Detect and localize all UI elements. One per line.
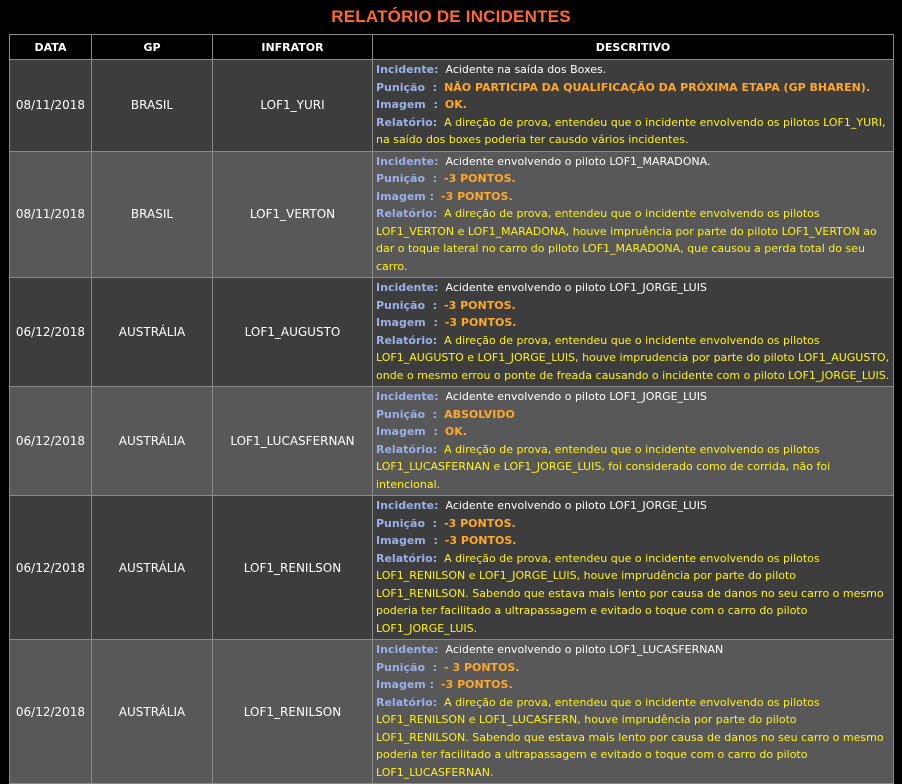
imagem-line (376, 676, 891, 694)
relatorio-line (376, 441, 891, 494)
cell-descritivo (373, 60, 894, 152)
punicao-value: - 3 PONTOS. (444, 660, 520, 674)
relatorio-label: Relatório: (376, 115, 438, 129)
relatorio-label: Relatório: (376, 207, 438, 220)
table-row (10, 496, 894, 640)
punicao-label: Punição (376, 516, 425, 530)
incidente-value: Acidente envolvendo o piloto LOF1_JORGE_LUIS (445, 499, 707, 512)
relatorio-label: Relatório: (376, 442, 438, 456)
punicao-sep: : (425, 80, 438, 94)
incidente-label: Incidente: (376, 499, 439, 512)
relatorio-line (376, 550, 891, 638)
imagem-sep: : (425, 534, 438, 547)
incidente-value: Acidente envolvendo o piloto LOF1_LUCASFERNAN (445, 643, 724, 656)
column-header-gp: GP (92, 35, 213, 60)
column-header-date: DATA (10, 35, 92, 60)
imagem-value: OK. (444, 425, 467, 438)
imagem-sep: : (425, 189, 435, 203)
cell-gp: AUSTRÁLIA (92, 640, 213, 784)
table-row (10, 151, 894, 278)
incidente-line (376, 641, 891, 659)
imagem-value: OK. (444, 98, 467, 111)
punicao-value: ABSOLVIDO (444, 407, 515, 421)
incidente-line (376, 388, 891, 406)
punicao-line (376, 170, 891, 188)
cell-date: 08/11/2018 (10, 151, 92, 278)
incidente-label: Incidente: (376, 281, 439, 294)
cell-date: 06/12/2018 (10, 640, 92, 784)
punicao-line (376, 659, 891, 677)
incidente-value: Acidente na saída dos Boxes. (445, 63, 607, 76)
punicao-sep: : (425, 407, 438, 421)
column-header-infrator: INFRATOR (213, 35, 373, 60)
relatorio-line (376, 205, 891, 275)
punicao-label: Punição (376, 660, 425, 674)
cell-date: 06/12/2018 (10, 496, 92, 640)
incident-table (9, 34, 894, 784)
relatorio-value: A direção de prova, entendeu que o incidente envolvendo os pilotos LOF1_LUCASFERNAN e LOF1_JORGE_LUIS, foi considerado como de corrida, não foi intencional. (376, 442, 831, 491)
punicao-sep: : (425, 516, 438, 530)
cell-gp: BRASIL (92, 151, 213, 278)
cell-infrator: LOF1_AUGUSTO (213, 278, 373, 387)
cell-descritivo (373, 387, 894, 496)
cell-date: 06/12/2018 (10, 387, 92, 496)
imagem-label: Imagem (376, 189, 426, 203)
page-title: RELATÓRIO DE INCIDENTES (331, 7, 571, 26)
cell-gp: AUSTRÁLIA (92, 278, 213, 387)
relatorio-line (376, 114, 891, 149)
punicao-line (376, 79, 891, 97)
table-row (10, 278, 894, 387)
cell-infrator: LOF1_VERTON (213, 151, 373, 278)
imagem-label: Imagem (376, 98, 426, 111)
cell-infrator: LOF1_YURI (213, 60, 373, 152)
cell-infrator: LOF1_RENILSON (213, 640, 373, 784)
incidente-line (376, 497, 891, 515)
punicao-sep: : (425, 660, 438, 674)
imagem-label: Imagem (376, 534, 426, 547)
cell-infrator: LOF1_RENILSON (213, 496, 373, 640)
punicao-value: -3 PONTOS. (444, 172, 516, 185)
punicao-label: Punição (376, 172, 425, 185)
punicao-label: Punição (376, 407, 425, 421)
incidente-value: Acidente envolvendo o piloto LOF1_JORGE_LUIS (445, 281, 707, 294)
relatorio-label: Relatório: (376, 695, 438, 709)
incidente-label: Incidente: (376, 643, 439, 656)
relatorio-value: A direção de prova, entendeu que o incidente envolvendo os pilotos LOF1_VERTON e LOF1_MARADONA, houve impruência por parte do piloto LOF1_VERTON ao dar o toque lateral no carro do piloto LOF1_MARADONA, que causou a perda total do seu carro. (376, 207, 877, 273)
imagem-line (376, 188, 891, 206)
table-row (10, 640, 894, 784)
punicao-label: Punição (376, 80, 425, 94)
cell-descritivo (373, 151, 894, 278)
imagem-sep: : (425, 678, 435, 691)
incidente-label: Incidente: (376, 154, 439, 168)
incidente-value: Acidente envolvendo o piloto LOF1_MARADONA. (445, 154, 711, 168)
incidente-value: Acidente envolvendo o piloto LOF1_JORGE_LUIS (445, 390, 707, 403)
cell-gp: BRASIL (92, 60, 213, 152)
punicao-line (376, 515, 891, 533)
punicao-sep: : (425, 298, 438, 312)
imagem-line (376, 423, 891, 441)
cell-infrator: LOF1_LUCASFERNAN (213, 387, 373, 496)
punicao-value: -3 PONTOS. (444, 298, 516, 312)
imagem-value: -3 PONTOS. (441, 678, 513, 691)
table-row (10, 387, 894, 496)
relatorio-value: A direção de prova, entendeu que o incidente envolvendo os pilotos LOF1_YURI, na saído dos boxes poderia ter causdo vários incidentes. (376, 115, 886, 146)
relatorio-line (376, 694, 891, 782)
imagem-sep: : (425, 316, 438, 329)
cell-descritivo (373, 278, 894, 387)
cell-descritivo (373, 496, 894, 640)
punicao-label: Punição (376, 298, 425, 312)
punicao-value: NÃO PARTICIPA DA QUALIFICAÇÃO DA PRÓXIMA ETAPA (GP BHAREN). (444, 80, 871, 94)
imagem-line (376, 532, 891, 550)
incidente-label: Incidente: (376, 390, 439, 403)
incidente-line (376, 61, 891, 79)
punicao-line (376, 406, 891, 424)
incidente-label: Incidente: (376, 63, 439, 76)
imagem-label: Imagem (376, 678, 426, 691)
relatorio-value: A direção de prova, entendeu que o incidente envolvendo os pilotos LOF1_AUGUSTO e LOF1_JORGE_LUIS, houve imprudencia por parte do piloto LOF1_AUGUSTO, onde o mesmo errou o ponte de freada causando o incidente com o piloto LOF1_JORGE_LUIS. (376, 333, 890, 382)
imagem-line (376, 314, 891, 332)
cell-descritivo (373, 640, 894, 784)
cell-date: 08/11/2018 (10, 60, 92, 152)
imagem-value: -3 PONTOS. (444, 316, 517, 329)
relatorio-line (376, 332, 891, 385)
relatorio-label: Relatório: (376, 551, 438, 565)
cell-gp: AUSTRÁLIA (92, 387, 213, 496)
imagem-label: Imagem (376, 316, 426, 329)
column-header-descritivo: DESCRITIVO (373, 35, 894, 60)
table-header-row (10, 35, 894, 60)
punicao-sep: : (425, 172, 438, 185)
imagem-value: -3 PONTOS. (444, 534, 517, 547)
cell-gp: AUSTRÁLIA (92, 496, 213, 640)
punicao-line (376, 297, 891, 315)
table-row (10, 60, 894, 152)
relatorio-label: Relatório: (376, 333, 438, 347)
imagem-sep: : (425, 425, 438, 438)
incidente-line (376, 279, 891, 297)
incidente-line (376, 153, 891, 171)
cell-date: 06/12/2018 (10, 278, 92, 387)
relatorio-value: A direção de prova, entendeu que o incidente envolvendo os pilotos LOF1_RENILSON e LOF1_JORGE_LUIS, houve imprudência por parte do piloto LOF1_RENILSON. Sabendo que estava mais lento por causa de danos no seu carro o mesmo poderia ter facilitado a ultrapassagem e evitado o toque com o carro do piloto LOF1_JORGE_LUIS. (376, 551, 884, 635)
relatorio-value: A direção de prova, entendeu que o incidente envolvendo os pilotos LOF1_RENILSON e LOF1_LUCASFERN, houve imprudência por parte do piloto LOF1_RENILSON. Sabendo que estava mais lento por causa de danos no seu carro o mesmo poderia ter facilitado a ultrapassagem e evitado o toque com o carro do piloto LOF1_LUCASFERNAN. (376, 695, 884, 779)
imagem-value: -3 PONTOS. (441, 189, 513, 203)
punicao-value: -3 PONTOS. (444, 516, 516, 530)
imagem-line (376, 96, 891, 114)
imagem-sep: : (425, 98, 438, 111)
imagem-label: Imagem (376, 425, 426, 438)
